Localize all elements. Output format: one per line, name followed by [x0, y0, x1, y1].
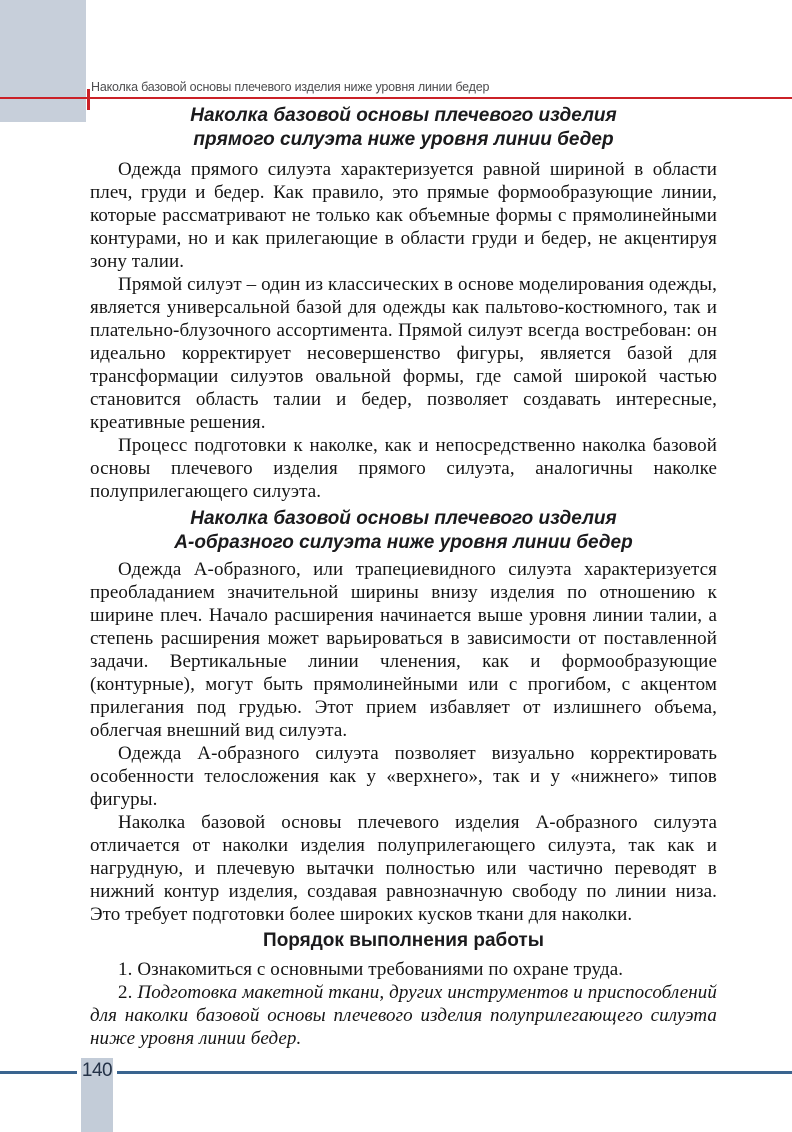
- page-content: [90, 104, 717, 1050]
- section-1-paragraph-2: Прямой силуэт – один из классических в основе моделирования одежды, является универсальной базой для одежды как пальтово-костюмного, так и плательно-блузочного ассортимента. Прямой силуэт всегда востребован: он идеально корректирует несовершенство фигуры, является базой для трансформации силуэтов овальной формы, где самой широкой частью становится область талии и бедер, позволяет создавать интересные, креативные решения.: [90, 274, 717, 433]
- section-2-paragraph-1: Одежда А-образного, или трапециевидного силуэта характеризуется преобладанием значительной ширины внизу изделия по отношению к ширине плеч. Начало расширения начинается выше уровня линии талии, а степень расширения может варьироваться в зависимости от поставленной задачи. Вертикальные линии членения, как и формообразующие (контурные), могут быть прямолинейными или с прогибом, с акцентом прилегания под грудью. Этот прием избавляет от излишнего объема, облегчая внешний вид силуэта.: [90, 559, 717, 741]
- section-2-heading-line-2: А-образного силуэта ниже уровня линии бедер: [174, 532, 633, 553]
- procedure-item-2-text: Подготовка макетной ткани, других инструментов и приспособлений для наколки базовой основы плечевого изделия полуприлегающего силуэта ниже уровня линии бедер.: [90, 982, 717, 1049]
- corner-gray-block: [0, 0, 86, 122]
- footer-rule-right: [117, 1071, 792, 1074]
- section-1-heading-line-2: прямого силуэта ниже уровня линии бедер: [193, 129, 614, 150]
- section-1-heading: [90, 104, 717, 152]
- footer-rule-left: [0, 1071, 77, 1074]
- procedure-item-1-number: 1.: [118, 959, 133, 980]
- running-header: Наколка базовой основы плечевого изделия ниже уровня линии бедер: [91, 80, 490, 94]
- procedure-item-2-number: 2.: [118, 982, 133, 1003]
- procedure-item-2: [90, 981, 717, 1050]
- procedure-heading: Порядок выполнения работы: [263, 930, 544, 951]
- page-number-block: [81, 1058, 113, 1132]
- header-rule: [0, 97, 792, 99]
- procedure-item-1: [90, 958, 717, 981]
- section-2-heading: [90, 507, 717, 555]
- section-2-paragraph-2: Одежда А-образного силуэта позволяет визуально корректировать особенности телосложения как у «верхнего», так и у «нижнего» типов фигуры.: [90, 743, 717, 810]
- section-1-heading-line-1: Наколка базовой основы плечевого изделия: [190, 105, 617, 126]
- section-1-paragraph-3: Процесс подготовки к наколке, как и непосредственно наколка базовой основы плечевого изделия прямого силуэта, аналогичны наколке полуприлегающего силуэта.: [90, 435, 717, 502]
- page-number: 140: [81, 1060, 113, 1081]
- section-2-heading-line-1: Наколка базовой основы плечевого изделия: [190, 508, 617, 529]
- section-1-paragraph-1: Одежда прямого силуэта характеризуется равной шириной в области плеч, груди и бедер. Как правило, это прямые формообразующие линии, которые рассматривают не только как объемные формы с прямолинейными контурами, но и как прилегающие в области груди и бедер, не акцентируя зону талии.: [90, 159, 717, 272]
- procedure-item-1-text: Ознакомиться с основными требованиями по охране труда.: [137, 959, 624, 980]
- section-2-paragraph-3: Наколка базовой основы плечевого изделия А-образного силуэта отличается от наколки изделия полуприлегающего силуэта, так как и нагрудную, и плечевую вытачки полностью или частично переводят в нижний контур изделия, создавая равнозначную свободу по линии низа. Это требует подготовки более широких кусков ткани для наколки.: [90, 812, 717, 925]
